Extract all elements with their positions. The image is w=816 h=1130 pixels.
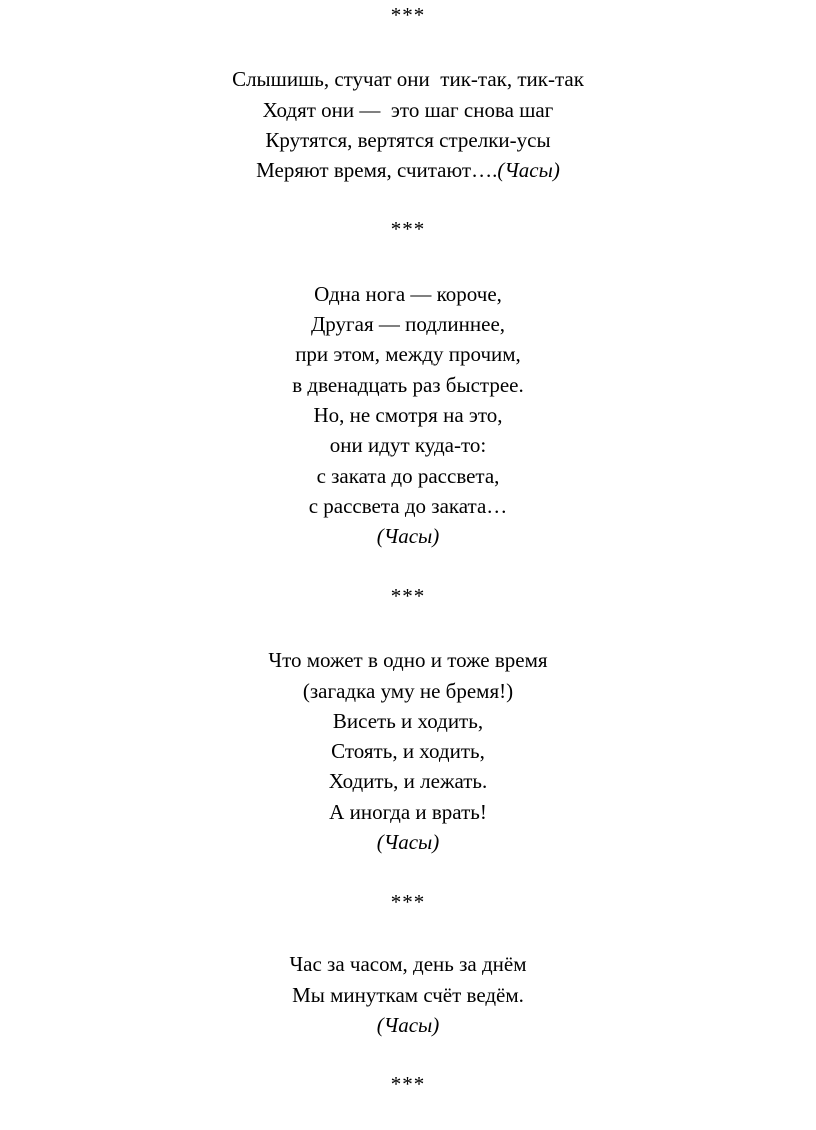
riddle-1-line-3: Крутятся, вертятся стрелки-усы [265,128,551,152]
riddle-2-line-8: с рассвета до заката… [308,494,508,518]
separator: *** [390,3,426,27]
riddle-4-answer: (Часы) [376,1013,440,1037]
riddle-1-line-1: Слышишь, стучат они тик-так, тик-так [232,67,584,91]
riddle-2-answer: (Часы) [376,524,440,548]
separator: *** [390,890,426,914]
riddle-1-line-2: Ходят они — это шаг снова шаг [262,98,554,122]
riddle-1-answer: (Часы) [497,158,560,182]
riddle-3-line-1: Что может в одно и тоже время [268,648,548,672]
riddle-4-line-1: Час за часом, день за днём [289,952,527,976]
riddle-1-line-4 [0,157,816,183]
riddle-2-line-1: Одна нога — короче, [314,282,502,306]
riddle-3-line-3: Висеть и ходить, [332,709,484,733]
riddle-3-line-5: Ходить, и лежать. [328,769,488,793]
riddle-1-line-4-text: Меряют время, считают…. [256,158,498,182]
riddle-3-line-4: Стоять, и ходить, [331,739,485,763]
riddle-2-line-2: Другая — подлиннее, [310,312,506,336]
riddle-2-line-6: они идут куда-то: [329,433,487,457]
riddle-3-answer: (Часы) [376,830,440,854]
separator: *** [390,217,426,241]
riddle-4-line-2: Мы минуткам счёт ведём. [292,983,524,1007]
separator: *** [390,1072,426,1096]
riddle-3-line-6: А иногда и врать! [329,800,487,824]
riddle-3-line-2: (загадка уму не бремя!) [302,679,514,703]
riddle-2-line-7: с заката до рассвета, [316,464,500,488]
separator: *** [390,584,426,608]
riddle-2-line-4: в двенадцать раз быстрее. [292,373,524,397]
riddle-2-line-3: при этом, между прочим, [295,342,521,366]
riddle-2-line-5: Но, не смотря на это, [313,403,503,427]
